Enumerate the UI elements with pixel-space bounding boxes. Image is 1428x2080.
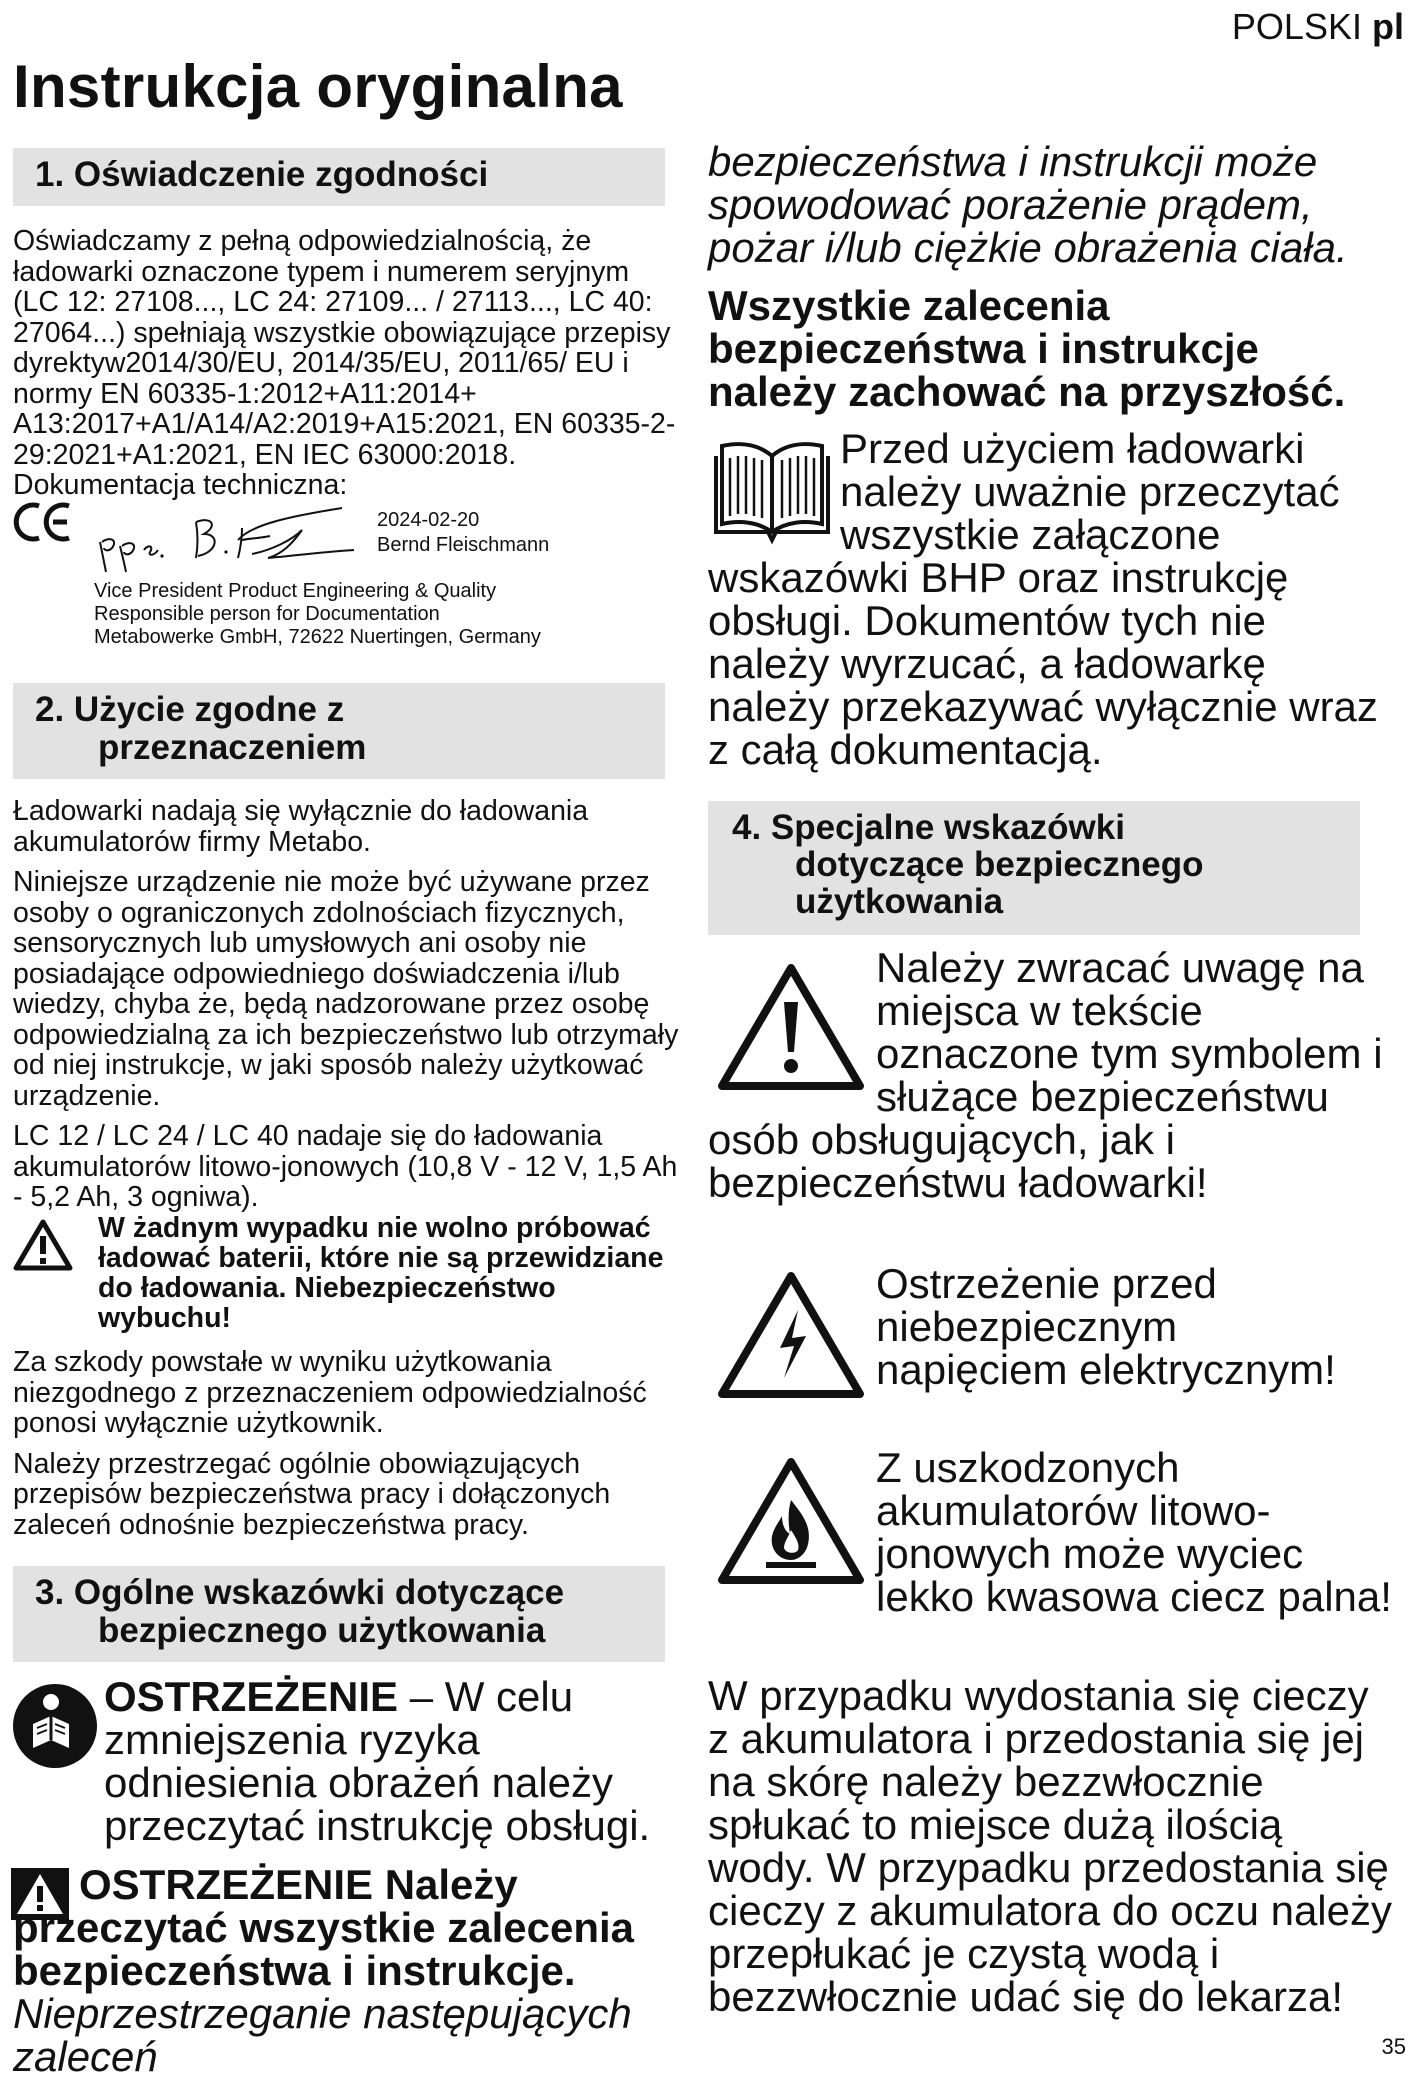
section-2-para-5: Należy przestrzegać ogólnie obowiązujących przepisów bezpieczeństwa pracy i dołączonych zaleceń odnośnie bezpieczeństwa pracy. xyxy=(13,1447,611,1541)
section-2-para-1: Ładowarki nadają się wyłącznie do ładowania akumulatorów firmy Metabo. xyxy=(13,795,589,858)
section-2-text-2 xyxy=(13,1347,681,1550)
voltage-warning: Ostrzeżenie przed niebezpiecznym napięciem elektrycznym! xyxy=(876,1260,1336,1393)
signer-name: Bernd Fleischmann xyxy=(377,534,550,556)
section-3-warning-2-continued: bezpieczeństwa i instrukcji może spowodować porażenie prądem, pożar i/lub ciężkie obrażenia ciała. xyxy=(708,138,1348,271)
section-2-para-4: Za szkody powstałe w wyniku użytkowania niezgodnego z przeznaczeniem odpowiedzialność ponosi wyłącznie użytkownik. xyxy=(13,1346,647,1439)
signer-role-2: Responsible person for Documentation xyxy=(94,603,440,625)
signer-role-1: Vice President Product Engineering & Quality xyxy=(94,580,497,602)
fire-warning: Z uszkodzonych akumulatorów litowo-jonowych może wyciec lekko kwasowa ciecz palna! xyxy=(876,1444,1392,1620)
signature xyxy=(92,500,362,580)
language-label: POLSKI pl xyxy=(1231,6,1404,47)
section-3-warning-1: OSTRZEŻENIE – W celu zmniejszenia ryzyka odniesienia obrażeń należy przeczytać instrukcję obsługi. xyxy=(104,1673,651,1849)
attention-notice: Należy zwracać uwagę na miejsca w tekście oznaczone tym symbolem i służące bezpieczeństwu osób obsługujących, jak i bezpieczeństwu ładowarki! xyxy=(708,944,1383,1206)
read-before-use-notice: Przed użyciem ładowarki należy uważnie przeczytać wszystkie załączone wskazówki BHP oraz instrukcję obsługi. Dokumentów tych nie należy wyrzucać, a ładowarkę należy przekazywać wyłącznie wraz z całą dokumentacją. xyxy=(708,425,1378,773)
section-1-body: Oświadczamy z pełną odpowiedzialnością, że ładowarki oznaczone typem i numerem seryjnym (LC 12: 27108..., LC 24: 27109... / 27113..., LC 40: 27064...) spełniają wszystkie obowiązujące przepisy dyrektyw2014/30/EU, 2014/35/EU, 2011/65/ EU i normy EN 60335-1:2012+A11:2014+ A13:2017+A1/A14/A2:2019+A15:2021, EN 60335-2-29:2021+A1:2021, EN IEC 63000:2018. Dokumentacja techniczna: xyxy=(13,225,676,501)
leak-first-aid-notice: W przypadku wydostania się cieczy z akumulatora i przedostania się jej na skórę należy bezzwłocznie spłukać to miejsce dużą ilością wody. W przypadku przedostania się cieczy z akumulatora do oczu należy przepłukać je czystą wodą i bezzwłocznie udać się do lekarza! xyxy=(708,1672,1392,2020)
section-2-para-3: LC 12 / LC 24 / LC 40 nadaje się do ładowania akumulatorów litowo-jonowych (10,8 V - 12 V, 1,5 Ah - 5,2 Ah, 3 ogniwa). xyxy=(13,1120,678,1213)
read-manual-icon xyxy=(11,1682,99,1770)
keep-instructions-notice: Wszystkie zalecenia bezpieczeństwa i instrukcje należy zachować na przyszłość. xyxy=(708,282,1346,415)
signature-date: 2024-02-20 xyxy=(377,509,480,531)
page-title: Instrukcja oryginalna xyxy=(13,53,623,120)
section-2-text xyxy=(13,796,681,1223)
ce-mark xyxy=(13,500,75,549)
section-3-heading: 3. Ogólne wskazówki dotyczące bezpiecznego użytkowania xyxy=(13,1566,665,1662)
section-2-para-2: Niniejsze urządzenie nie może być używane przez osoby o ograniczonych zdolnościach fizycznych, sensorycznych lub umysłowych ani osoby nie posiadające odpowiedniego doświadczenia i/lub wiedzy, chyba że, będą nadzorowane przez osobę odpowiedzialną za ich bezpieczeństwo lub otrzymały od niej instrukcje, w jaki sposób należy użytkować urządzenie. xyxy=(13,866,679,1112)
signer-role-3: Metabowerke GmbH, 72622 Nuertingen, Germany xyxy=(94,626,541,648)
section-3-warning-2: OSTRZEŻENIE Należy przeczytać wszystkie zalecenia bezpieczeństwa i instrukcje. Nieprzestrzeganie następujących zaleceń xyxy=(13,1861,635,2080)
warning-triangle-icon xyxy=(12,1218,74,1272)
section-1-heading: 1. Oświadczenie zgodności xyxy=(13,148,665,206)
section-2-heading: 2. Użycie zgodne z przeznaczeniem xyxy=(13,683,665,779)
page-number: 35 xyxy=(1381,2034,1406,2059)
high-voltage-icon xyxy=(716,1270,866,1400)
warning-1-label: OSTRZEŻENIE xyxy=(104,1673,399,1720)
section-2-warning: W żadnym wypadku nie wolno próbować ładować baterii, które nie są przewidziane do ładowania. Niebezpieczeństwo wybuchu! xyxy=(98,1212,664,1334)
section-4-heading: 4. Specjalne wskazówki dotyczące bezpiecznego użytkowania xyxy=(708,801,1360,935)
